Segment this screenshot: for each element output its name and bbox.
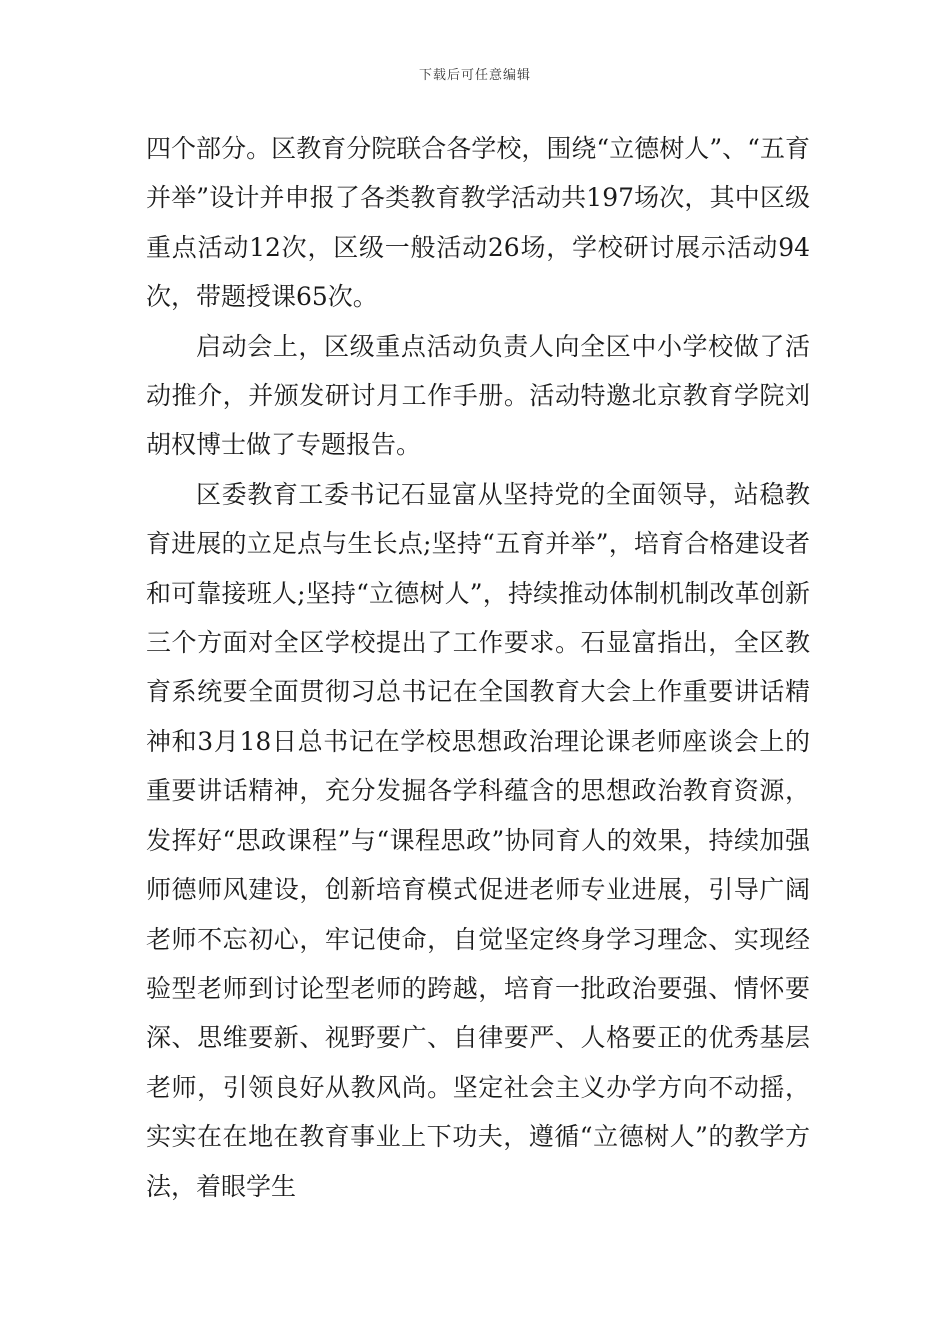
document-body [146,124,810,1211]
paragraph-2: 启动会上，区级重点活动负责人向全区中小学校做了活动推介，并颁发研讨月工作手册。活动特邀北京教育学院刘胡权博士做了专题报告。 [146,331,810,460]
paragraph-3: 区委教育工委书记石显富从坚持党的全面领导，站稳教育进展的立足点与生长点;坚持“五育并举”，培育合格建设者和可靠接班人;坚持“立德树人”，持续推动体制机制改革创新三个方面对全区学校提出了工作要求。石显富指出，全区教育系统要全面贯彻习总书记在全国教育大会上作重要讲话精神和3月18日总书记在学校思想政治理论课老师座谈会上的重要讲话精神，充分发掘各学科蕴含的思想政治教育资源，发挥好“思政课程”与“课程思政”协同育人的效果，持续加强师德师风建设，创新培育模式促进老师专业进展，引导广阔老师不忘初心，牢记使命，自觉坚定终身学习理念、实现经验型老师到讨论型老师的跨越，培育一批政治要强、情怀要深、思维要新、视野要广、自律要严、人格要正的优秀基层老师，引领良好从教风尚。坚定社会主义办学方向不动摇，实实在在地在教育事业上下功夫，遵循“立德树人”的教学方法，着眼学生 [146,479,810,1201]
page-header: 下载后可任意编辑 [418,68,531,83]
paragraph-1: 四个部分。区教育分院联合各学校，围绕“立德树人”、“五育并举”设计并申报了各类教育教学活动共197场次，其中区级重点活动12次，区级一般活动26场，学校研讨展示活动94次，带题授课65次。 [146,134,810,312]
